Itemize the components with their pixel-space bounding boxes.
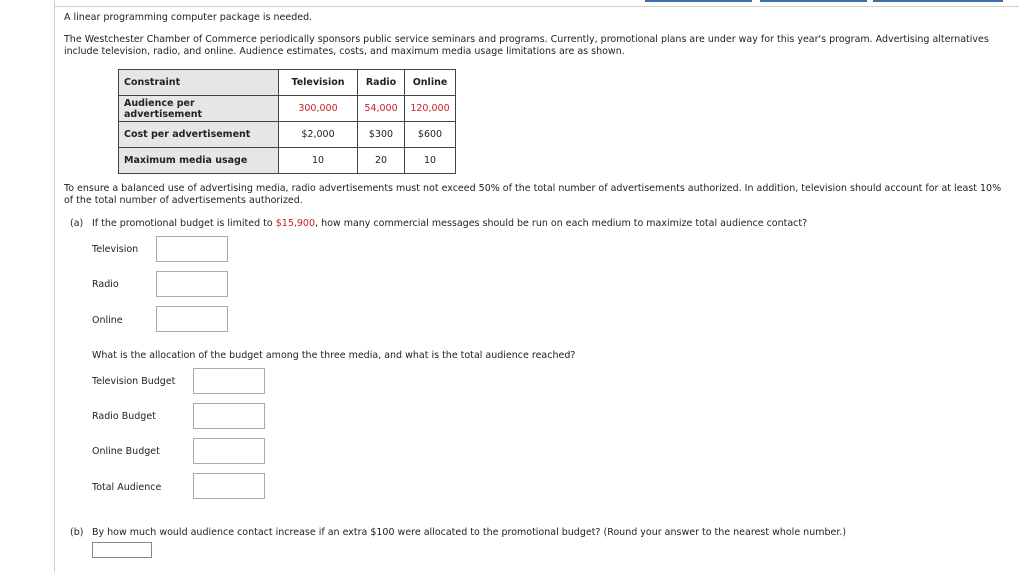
table-cell: 20 <box>358 148 405 174</box>
radio-label: Radio <box>92 279 119 290</box>
radio-input[interactable] <box>156 271 228 297</box>
part-a-question <box>92 218 807 229</box>
left-border <box>54 0 55 572</box>
top-tab-bar <box>873 0 1003 2</box>
part-a-question-pre: If the promotional budget is limited to <box>92 218 276 229</box>
top-border <box>54 6 1019 7</box>
table-cell: $2,000 <box>279 122 358 148</box>
table-cell: $300 <box>358 122 405 148</box>
header-constraint: Constraint <box>119 70 279 96</box>
radio-budget-label: Radio Budget <box>92 411 156 422</box>
audience-increase-input[interactable] <box>92 542 152 558</box>
part-a-question-post: , how many commercial messages should be run on each medium to maximize total audience contact? <box>315 218 808 229</box>
table-row <box>119 148 456 174</box>
row-label: Audience per advertisement <box>119 96 279 122</box>
top-tab-bar <box>645 0 752 2</box>
balance-constraint-text: To ensure a balanced use of advertising media, radio advertisements must not exceed 50% of the total number of advertisements authorized. In addition, television should account for at least 10% of the total number of advertisements authorized. <box>64 183 1002 206</box>
table-cell: 120,000 <box>405 96 456 122</box>
budget-amount: $15,900 <box>275 218 316 229</box>
radio-budget-input[interactable] <box>193 403 265 429</box>
television-input[interactable] <box>156 236 228 262</box>
television-budget-label: Television Budget <box>92 376 176 387</box>
table-cell: 10 <box>405 148 456 174</box>
total-audience-label: Total Audience <box>92 482 162 493</box>
table-cell: 54,000 <box>358 96 405 122</box>
problem-description: The Westchester Chamber of Commerce periodically sponsors public service seminars and programs. Currently, promotional plans are under way for this year's program. Advertising alternatives include television, radio, and online. Audience estimates, costs, and maximum media usage limitations are as shown. <box>64 34 989 57</box>
intro-text: A linear programming computer package is needed. <box>64 12 313 23</box>
online-label: Online <box>92 315 123 326</box>
table-cell: 10 <box>279 148 358 174</box>
part-b-label: (b) <box>70 527 84 538</box>
header-online: Online <box>405 70 456 96</box>
row-label: Maximum media usage <box>119 148 279 174</box>
table-cell: 300,000 <box>279 96 358 122</box>
row-label: Cost per advertisement <box>119 122 279 148</box>
table-header-row <box>119 70 456 96</box>
part-b-question: By how much would audience contact increase if an extra $100 were allocated to the promotional budget? (Round your answer to the nearest whole number.) <box>92 527 847 538</box>
online-budget-label: Online Budget <box>92 446 160 457</box>
header-radio: Radio <box>358 70 405 96</box>
table-row <box>119 122 456 148</box>
part-a-label: (a) <box>70 218 84 229</box>
television-label: Television <box>92 244 139 255</box>
table-cell: $600 <box>405 122 456 148</box>
header-television: Television <box>279 70 358 96</box>
total-audience-input[interactable] <box>193 473 265 499</box>
online-input[interactable] <box>156 306 228 332</box>
budget-allocation-question: What is the allocation of the budget among the three media, and what is the total audience reached? <box>92 350 576 361</box>
top-tab-bar <box>760 0 867 2</box>
data-table <box>118 69 456 174</box>
television-budget-input[interactable] <box>193 368 265 394</box>
table-row <box>119 96 456 122</box>
online-budget-input[interactable] <box>193 438 265 464</box>
